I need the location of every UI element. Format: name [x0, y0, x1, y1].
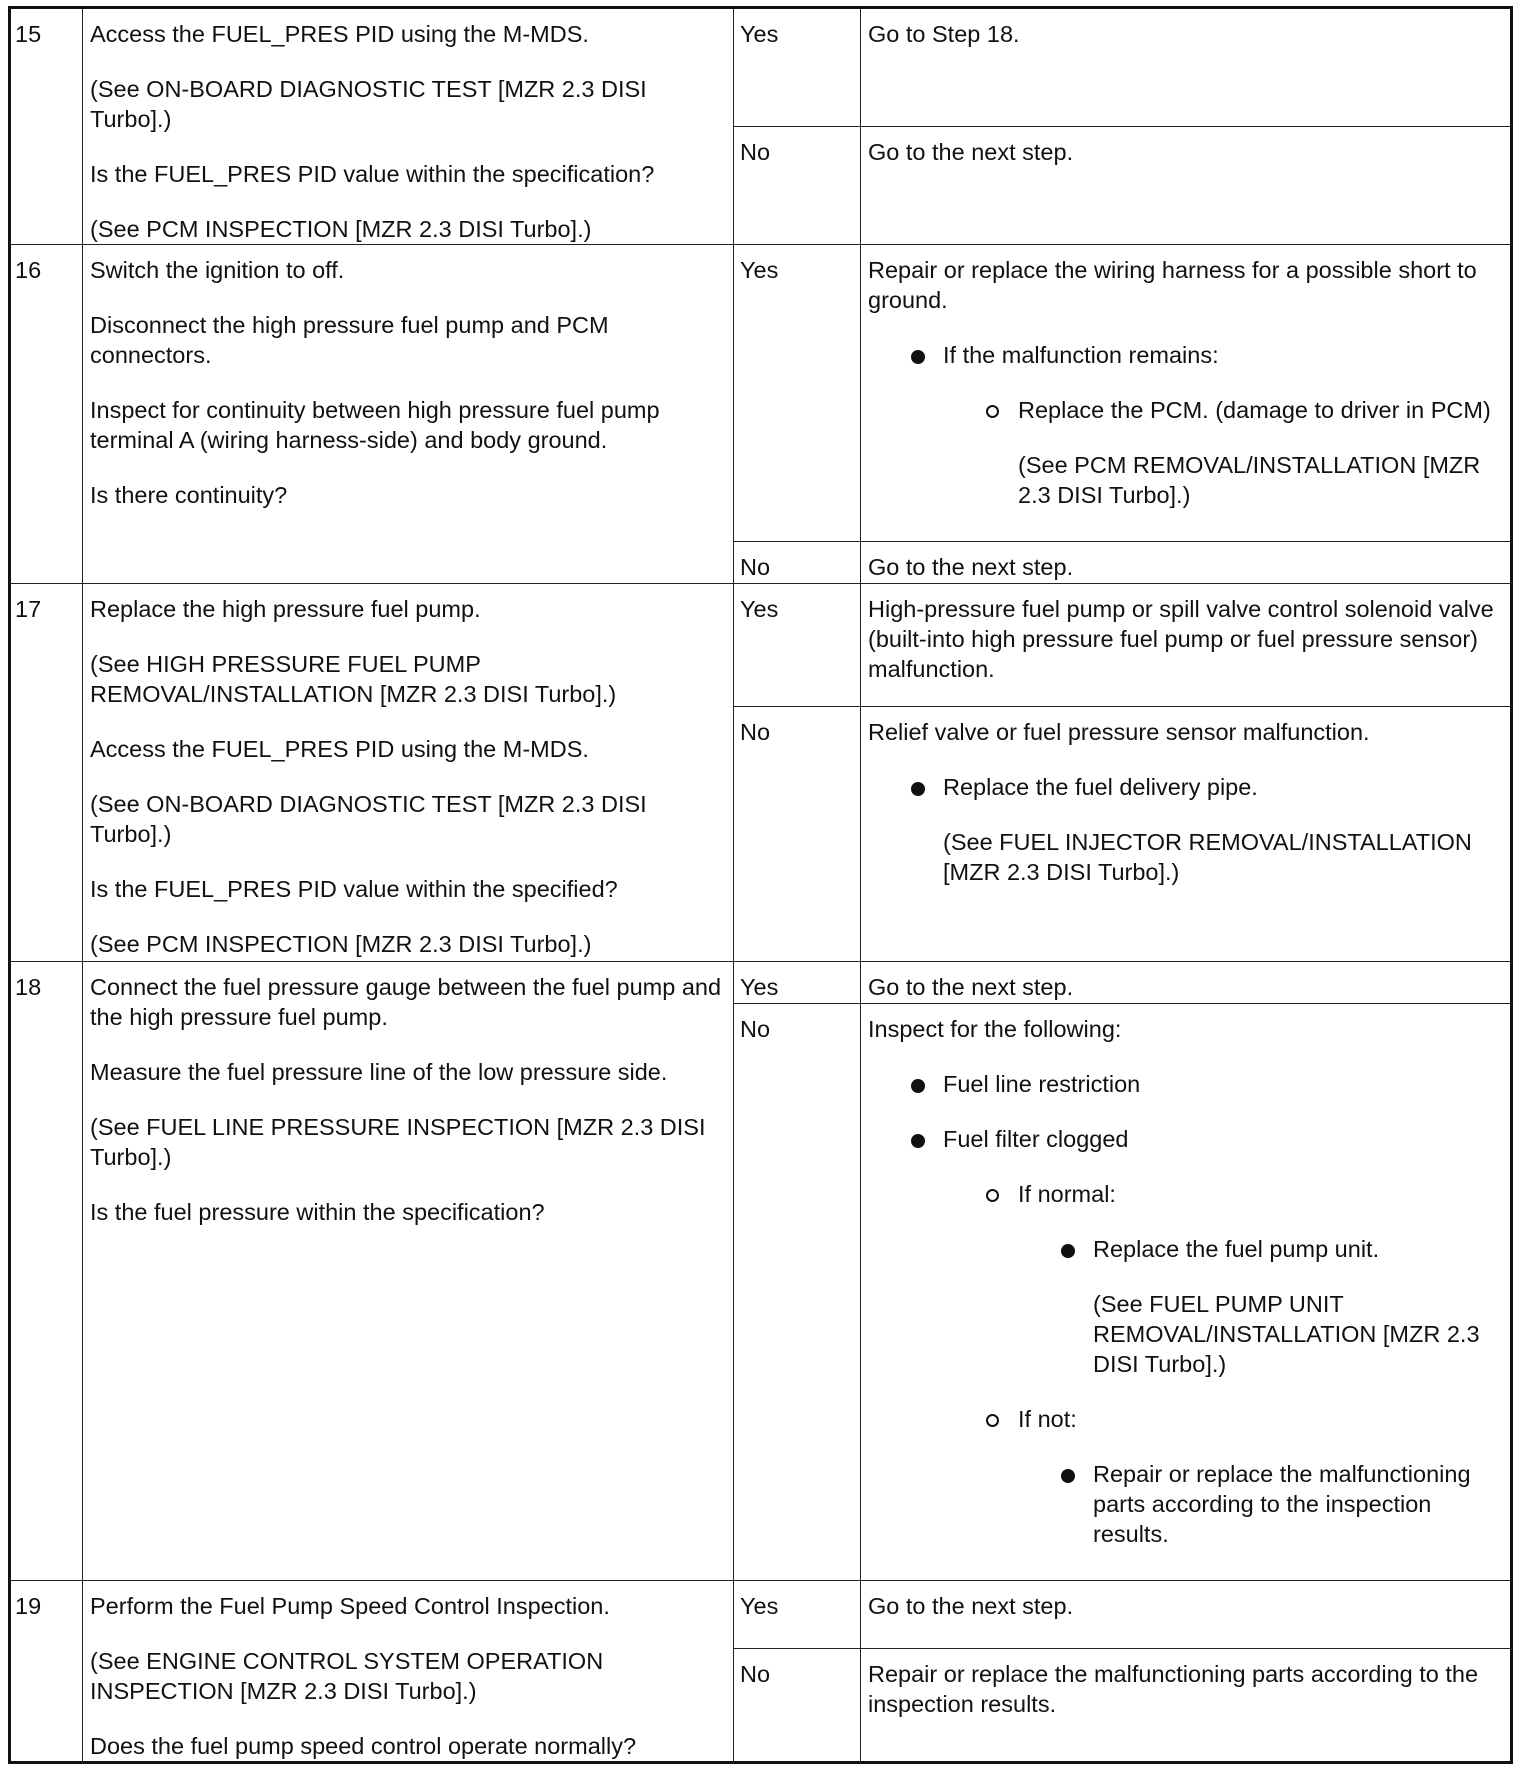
action-cell — [83, 962, 734, 1581]
action-text: Disconnect the high pressure fuel pump and PCM connectors. — [90, 312, 609, 368]
no-result — [861, 1004, 1512, 1581]
reference-text: (See FUEL INJECTOR REMOVAL/INSTALLATION [MZR 2.3 DISI Turbo].) — [943, 829, 1472, 885]
action-cell — [83, 584, 734, 962]
sub-bullet-text: Replace the PCM. (damage to driver in PCM) — [1018, 397, 1491, 423]
action-text: (See ON-BOARD DIAGNOSTIC TEST [MZR 2.3 DISI Turbo].) — [90, 76, 647, 132]
action-cell — [83, 245, 734, 584]
action-text: (See PCM INSPECTION [MZR 2.3 DISI Turbo].) — [90, 931, 592, 957]
yes-label: Yes — [734, 1581, 861, 1649]
yes-label: Yes — [734, 8, 861, 127]
sub-bullet-text: If not: — [1018, 1406, 1077, 1432]
step-number: 19 — [10, 1581, 83, 1763]
diagnostic-procedure-table — [8, 6, 1513, 1764]
action-text: Access the FUEL_PRES PID using the M-MDS. — [90, 21, 589, 47]
bullet-disc-icon — [911, 1079, 925, 1093]
yes-label: Yes — [734, 962, 861, 1004]
step-row-18 — [10, 962, 1512, 1004]
step-number: 18 — [10, 962, 83, 1581]
bullet-text: If the malfunction remains: — [943, 342, 1219, 368]
no-label: No — [734, 126, 861, 245]
bullet-item — [868, 1124, 1503, 1154]
bullet-disc-icon — [1061, 1469, 1075, 1483]
yes-result: Go to Step 18. — [861, 8, 1512, 127]
reference-text: (See FUEL PUMP UNIT REMOVAL/INSTALLATION [MZR 2.3 DISI Turbo].) — [1093, 1291, 1480, 1377]
action-text: Is the fuel pressure within the specification? — [90, 1199, 545, 1225]
yes-label: Yes — [734, 584, 861, 707]
action-text: (See ON-BOARD DIAGNOSTIC TEST [MZR 2.3 DISI Turbo].) — [90, 791, 647, 847]
step-row-17 — [10, 584, 1512, 707]
yes-label: Yes — [734, 245, 861, 542]
yes-result: High-pressure fuel pump or spill valve control solenoid valve (built-into high pressure fuel pump or fuel pressure sensor) malfunction. — [861, 584, 1512, 707]
sub-sub-bullet-text: Replace the fuel pump unit. — [1093, 1236, 1380, 1262]
yes-result — [861, 245, 1512, 542]
action-text: (See HIGH PRESSURE FUEL PUMP REMOVAL/INSTALLATION [MZR 2.3 DISI Turbo].) — [90, 651, 617, 707]
action-text: (See FUEL LINE PRESSURE INSPECTION [MZR 2.3 DISI Turbo].) — [90, 1114, 706, 1170]
action-text: Switch the ignition to off. — [90, 257, 345, 283]
action-text: Does the fuel pump speed control operate normally? — [90, 1733, 637, 1759]
bullet-disc-icon — [911, 782, 925, 796]
result-text: Inspect for the following: — [868, 1016, 1122, 1042]
bullet-disc-icon — [911, 350, 925, 364]
action-text: Is the FUEL_PRES PID value within the specified? — [90, 876, 618, 902]
result-text: Repair or replace the wiring harness for a possible short to ground. — [868, 257, 1477, 313]
action-text: Replace the high pressure fuel pump. — [90, 596, 481, 622]
bullet-item — [868, 340, 1503, 370]
sub-bullet-text: If normal: — [1018, 1181, 1116, 1207]
no-label: No — [734, 542, 861, 584]
action-text: Inspect for continuity between high pressure fuel pump terminal A (wiring harness-side) and body ground. — [90, 397, 660, 453]
no-result — [861, 707, 1512, 962]
action-text: Perform the Fuel Pump Speed Control Inspection. — [90, 1593, 610, 1619]
action-text: (See PCM INSPECTION [MZR 2.3 DISI Turbo].) — [90, 216, 592, 242]
no-label: No — [734, 1004, 861, 1581]
action-text: Is the FUEL_PRES PID value within the specification? — [90, 161, 655, 187]
action-text: (See ENGINE CONTROL SYSTEM OPERATION INSPECTION [MZR 2.3 DISI Turbo].) — [90, 1648, 604, 1704]
sub-bullet-item — [868, 1404, 1503, 1434]
step-row-19 — [10, 1581, 1512, 1649]
yes-result: Go to the next step. — [861, 962, 1512, 1004]
bullet-item — [868, 772, 1503, 887]
yes-result: Go to the next step. — [861, 1581, 1512, 1649]
bullet-text: Fuel filter clogged — [943, 1126, 1129, 1152]
step-row-16 — [10, 245, 1512, 542]
bullet-disc-icon — [1061, 1244, 1075, 1258]
step-number: 15 — [10, 8, 83, 245]
result-text: Relief valve or fuel pressure sensor malfunction. — [868, 719, 1370, 745]
no-result: Go to the next step. — [861, 126, 1512, 245]
step-number: 17 — [10, 584, 83, 962]
action-cell — [83, 1581, 734, 1763]
no-label: No — [734, 707, 861, 962]
bullet-text: Replace the fuel delivery pipe. — [943, 774, 1258, 800]
sub-bullet-item — [868, 395, 1503, 510]
action-cell — [83, 8, 734, 245]
bullet-circle-icon — [986, 1414, 999, 1427]
no-result: Repair or replace the malfunctioning parts according to the inspection results. — [861, 1649, 1512, 1763]
action-text: Measure the fuel pressure line of the low pressure side. — [90, 1059, 668, 1085]
bullet-circle-icon — [986, 1189, 999, 1202]
no-label: No — [734, 1649, 861, 1763]
sub-sub-bullet-text: Repair or replace the malfunctioning parts according to the inspection results. — [1093, 1461, 1471, 1547]
reference-text: (See PCM REMOVAL/INSTALLATION [MZR 2.3 DISI Turbo].) — [1018, 452, 1481, 508]
sub-bullet-item — [868, 1179, 1503, 1209]
action-text: Connect the fuel pressure gauge between the fuel pump and the high pressure fuel pump. — [90, 974, 722, 1030]
bullet-item — [868, 1069, 1503, 1099]
action-text: Is there continuity? — [90, 482, 288, 508]
step-number: 16 — [10, 245, 83, 584]
action-text: Access the FUEL_PRES PID using the M-MDS. — [90, 736, 589, 762]
bullet-disc-icon — [911, 1134, 925, 1148]
sub-sub-bullet-item — [868, 1459, 1503, 1549]
sub-sub-bullet-item — [868, 1234, 1503, 1379]
bullet-circle-icon — [986, 405, 999, 418]
step-row-15 — [10, 8, 1512, 127]
bullet-text: Fuel line restriction — [943, 1071, 1141, 1097]
no-result: Go to the next step. — [861, 542, 1512, 584]
